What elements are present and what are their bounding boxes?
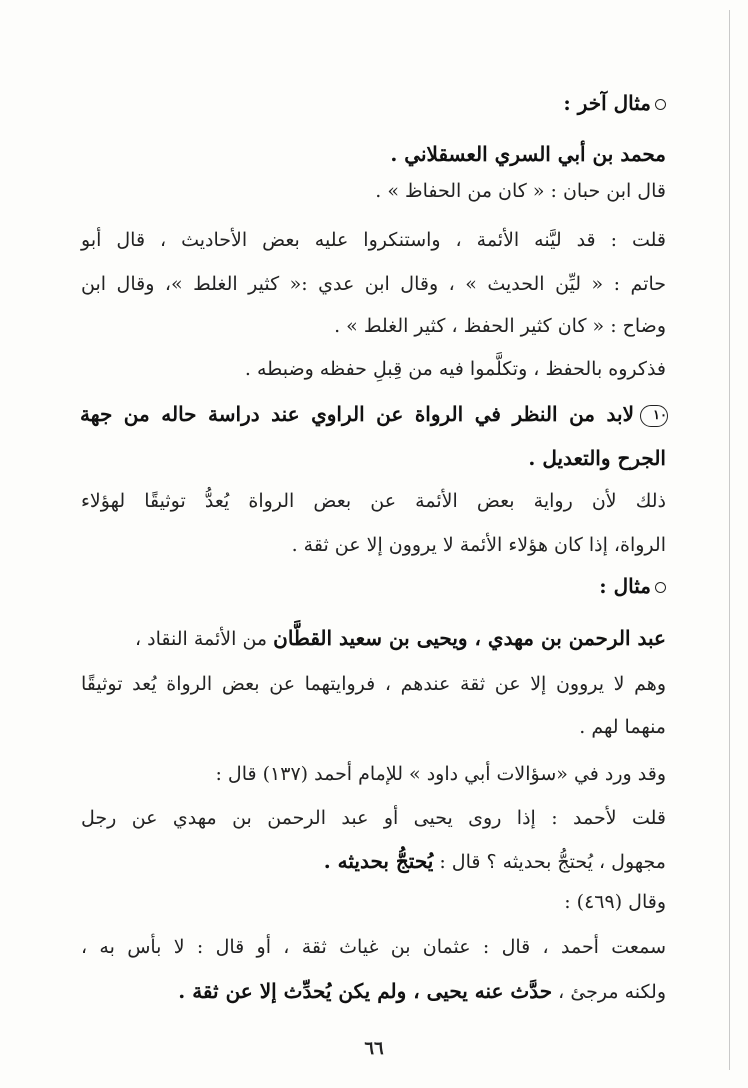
bullet-circle-icon (655, 582, 666, 593)
explanation-line-2: الرواة، إذا كان هؤلاء الأئمة لا يروون إلا عن ثقة . (291, 534, 666, 556)
margin-rule (729, 10, 730, 1070)
rule-10-line-2: الجرح والتعديل . (528, 446, 666, 470)
imams-line-3: منهما لهم . (579, 716, 666, 738)
question-line-1: قلت لأحمد : إذا روى يحيى أو عبد الرحمن بن مهدي عن رجل (81, 807, 666, 829)
source-reference: وقد ورد في «سؤالات أبي داود » للإمام أحمد (١٣٧) قال : (215, 763, 666, 785)
second-quote-intro: وقال (٤٦٩) : (564, 891, 666, 913)
question-line-2: مجهول ، يُحتجُّ بحديثه ؟ قال : يُحتجُّ بحديثه . (323, 849, 666, 873)
page-number: ٦٦ (364, 1038, 384, 1059)
imams-line-1: عبد الرحمن بن مهدي ، ويحيى بن سعيد القطَّان من الأئمة النقاد ، (134, 626, 666, 650)
final-line-1: سمعت أحمد ، قال : عثمان بن غياث ثقة ، أو قال : لا بأس به ، (81, 936, 666, 958)
imams-line-2: وهم لا يروون إلا عن ثقة عندهم ، فروايتهما عن بعض الرواة يُعد توثيقًا (81, 673, 666, 695)
narrator-name: محمد بن أبي السري العسقلاني . (390, 142, 666, 166)
final-line-2: ولكنه مرجئ ، حدَّث عنه يحيى ، ولم يكن يُحدِّث إلا عن ثقة . (178, 979, 666, 1003)
comment-line-2: حاتم : « ليِّن الحديث » ، وقال ابن عدي :« كثير الغلط »، وقال ابن (81, 273, 666, 295)
comment-line-1: قلت : قد ليَّنه الأئمة ، واستنكروا عليه بعض الأحاديث ، قال أبو (81, 229, 666, 251)
rule-10-line-1: ١٠لابد من النظر في الرواة عن الراوي عند دراسة حاله من جهة (80, 402, 667, 426)
bullet-circle-icon (655, 99, 666, 110)
comment-line-3: وضاح : « كان كثير الحفظ ، كثير الغلط » . (334, 315, 666, 337)
example-heading-2: مثال آخر : (81, 89, 666, 117)
ibn-hibban-quote: قال ابن حبان : « كان من الحفاظ » . (375, 180, 666, 202)
explanation-line-1: ذلك لأن رواية بعض الأئمة عن بعض الرواة يُعدُّ توثيقًا لهؤلاء (81, 490, 666, 512)
rule-number-badge: ١٠ (640, 405, 668, 427)
comment-line-4: فذكروه بالحفظ ، وتكلَّموا فيه من قِبلِ حفظه وضبطه . (244, 358, 666, 380)
example-heading: مثال : (81, 572, 666, 600)
